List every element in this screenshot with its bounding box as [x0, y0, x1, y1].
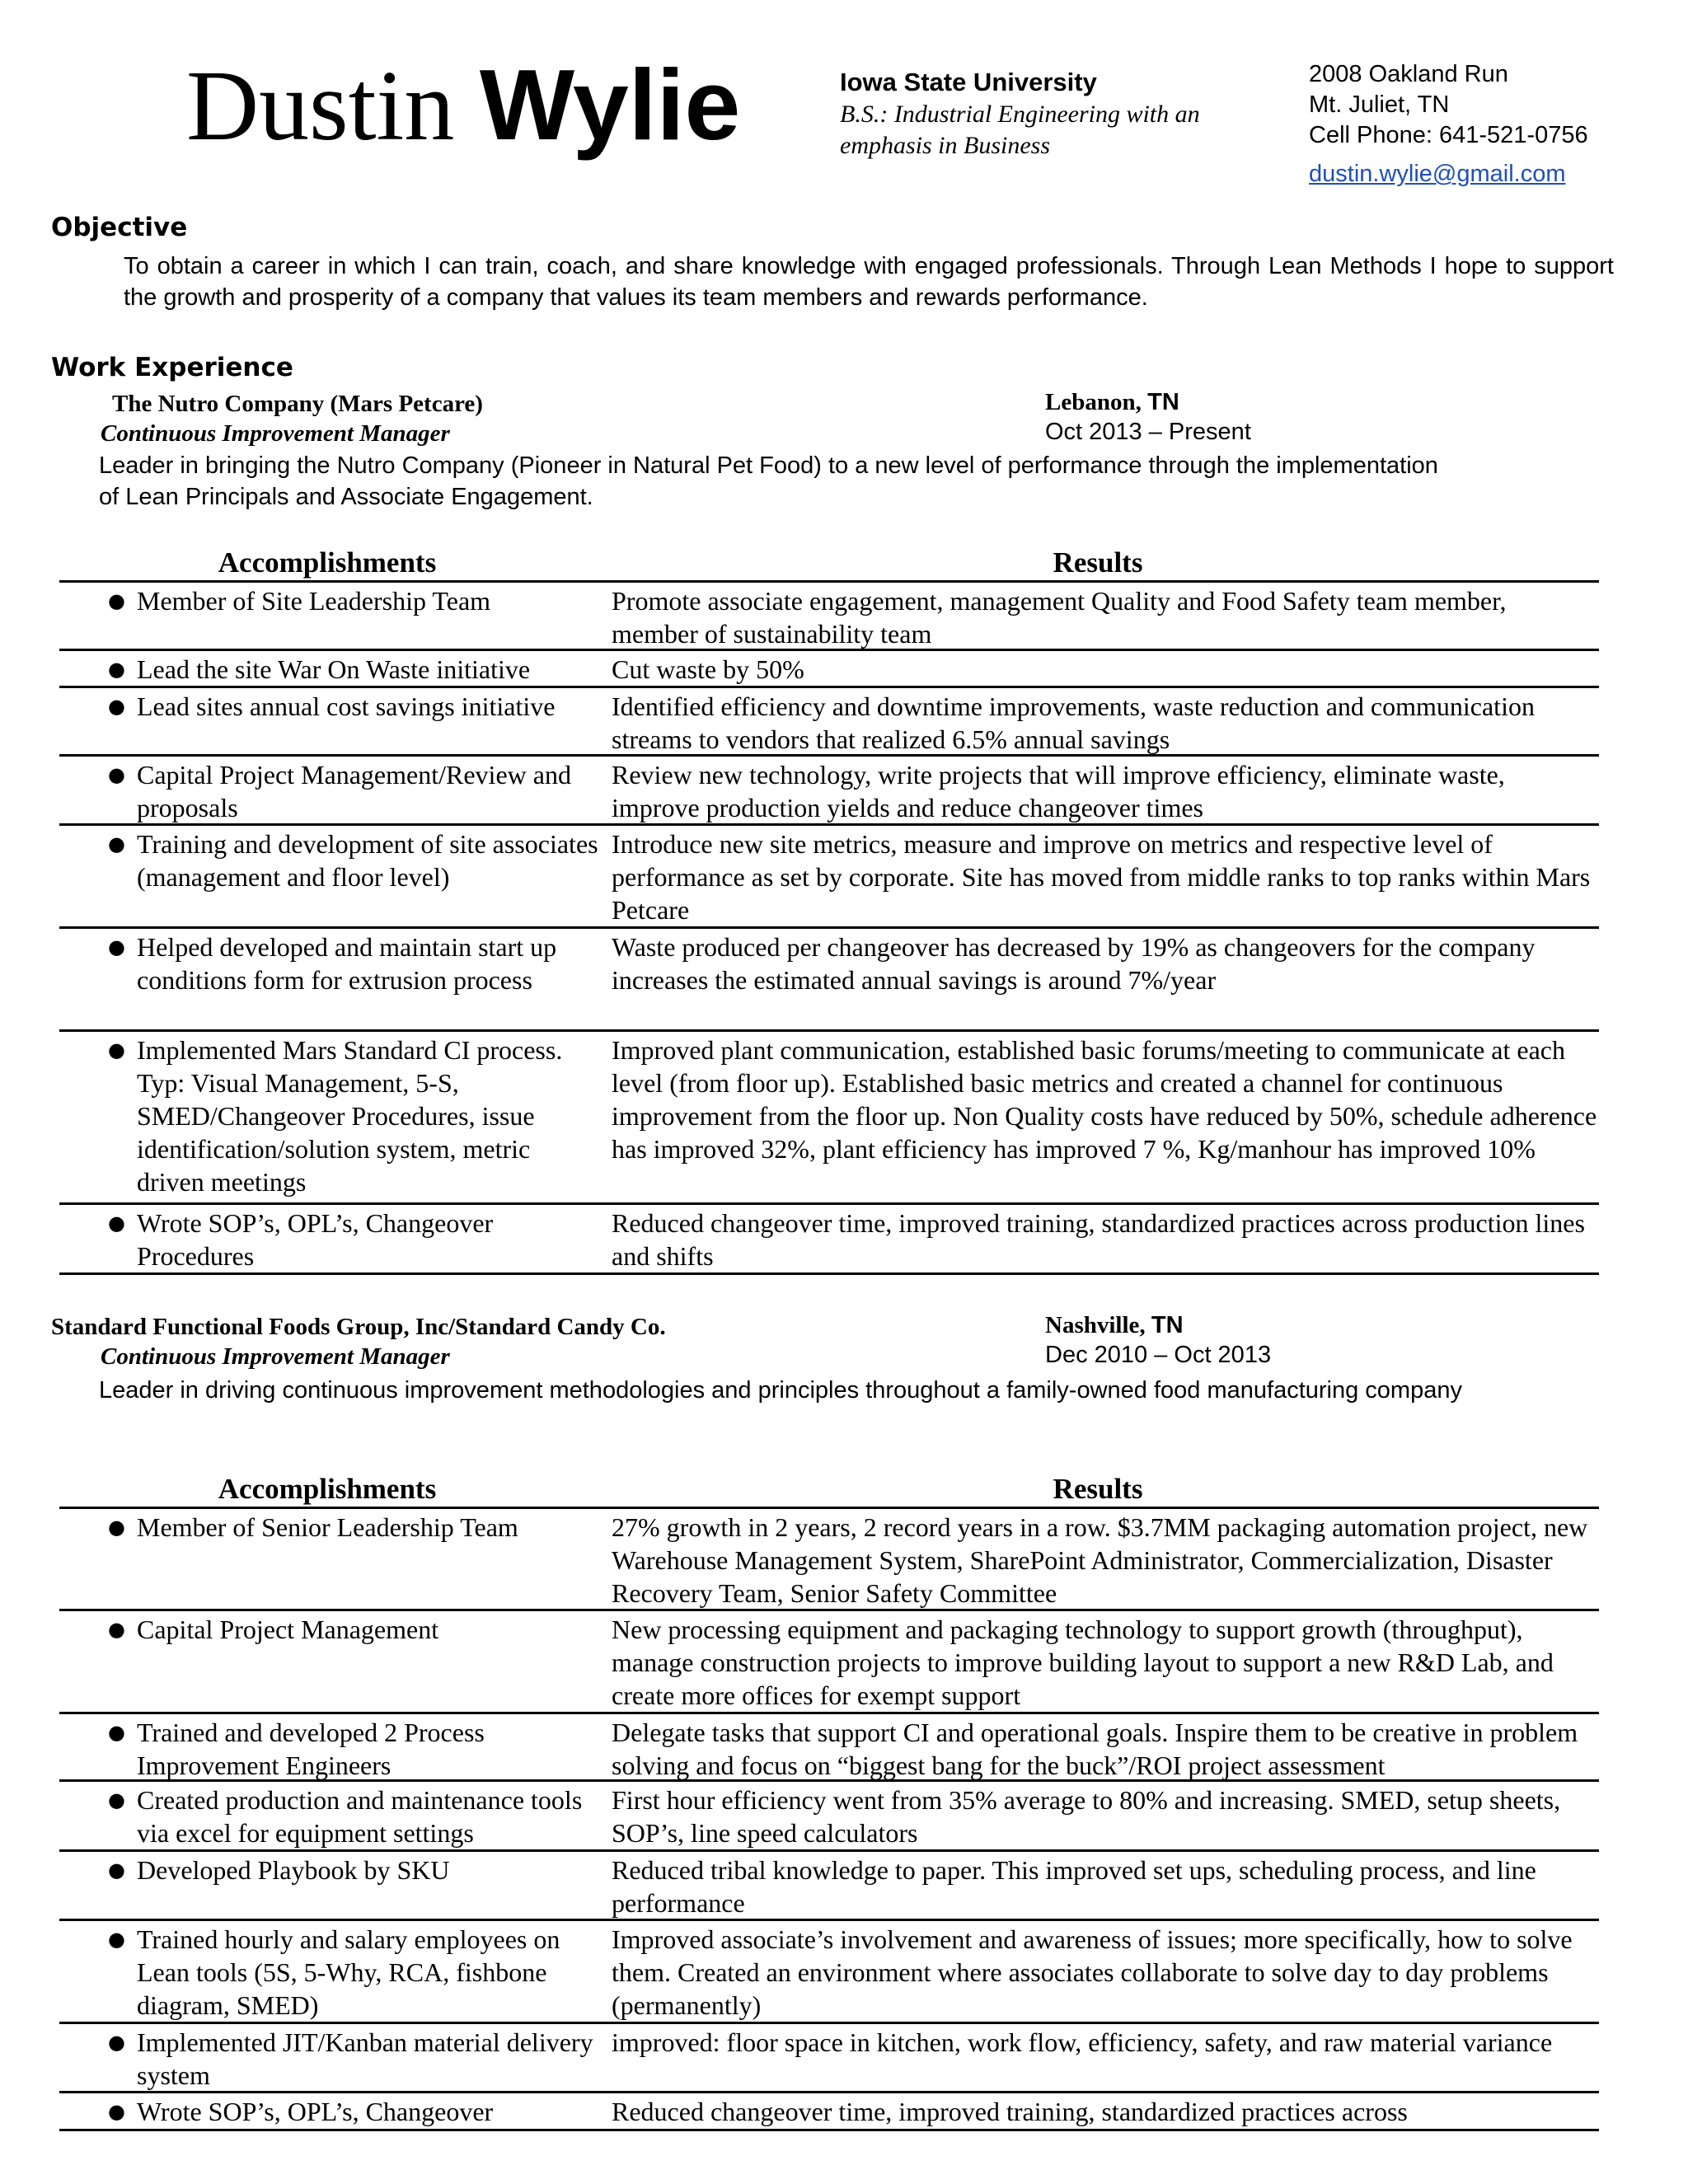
work-experience-heading: Work Experience	[51, 353, 293, 382]
job-1-city: Lebanon,	[1045, 389, 1142, 415]
accomplishment-text: Lead the site War On Waste initiative	[137, 654, 531, 684]
candidate-name	[186, 51, 740, 160]
table-row	[59, 1921, 1599, 2024]
bullet-icon: ●	[108, 1788, 125, 1811]
bullet-icon: ●	[108, 2100, 125, 2123]
table-row	[59, 1852, 1599, 1921]
bullet-icon: ●	[108, 2031, 125, 2054]
objective-heading: Objective	[51, 213, 188, 242]
table-row	[59, 1611, 1599, 1714]
job-1-role: Continuous Improvement Manager	[101, 420, 450, 447]
table-row	[59, 651, 1599, 688]
result-text: Waste produced per changeover has decreased by 19% as changeovers for the company increases the estimated annual savings is around 7%/year	[612, 932, 1536, 995]
result-text: Review new technology, write projects that will improve efficiency, eliminate waste, improve production yields and reduce changeover times	[612, 760, 1505, 823]
accomplishment-text: Lead sites annual cost savings initiative	[137, 691, 556, 721]
accomplishment-text: Wrote SOP’s, OPL’s, Changeover Procedures	[137, 1208, 494, 1271]
job-2-role: Continuous Improvement Manager	[101, 1343, 450, 1370]
bullet-icon: ●	[108, 589, 125, 612]
contact-block	[1309, 59, 1672, 190]
job-1-accomplishments-table	[59, 546, 1599, 1275]
table-row	[59, 2093, 1599, 2131]
job-1-location	[1045, 387, 1179, 417]
accomplishment-text: Capital Project Management/Review and proposals	[137, 760, 571, 823]
accomplishment-text: Developed Playbook by SKU	[137, 1855, 450, 1885]
school-name: Iowa State University	[840, 68, 1097, 96]
result-text: Improved plant communication, established basic forums/meeting to communicate at each level (from floor up). Established basic metrics and created a channel for continuous improvement from the floor up. Non Quality costs have reduced by 50%, schedule adherence has improved 32%, plant efficiency has improved 7 %, Kg/manhour has improved 10%	[612, 1035, 1597, 1164]
result-text: 27% growth in 2 years, 2 record years in a row. $3.7MM packaging automation project, new Warehouse Management System, SharePoint Administrator, Commercialization, Disaster Recovery Team, Senior Safety Committee	[612, 1512, 1588, 1608]
job-2-city: Nashville,	[1045, 1312, 1146, 1338]
bullet-icon: ●	[108, 1516, 125, 1539]
result-text: Reduced tribal knowledge to paper. This improved set ups, scheduling process, and line performance	[612, 1855, 1536, 1918]
bullet-icon: ●	[108, 832, 125, 855]
result-text: Introduce new site metrics, measure and improve on metrics and respective level of performance as set by corporate. Site has moved from middle ranks to top ranks within Mars Petcare	[612, 829, 1591, 925]
accomplishment-text: Capital Project Management	[137, 1615, 439, 1644]
results-column-header: Results	[1053, 546, 1143, 579]
result-text: improved: floor space in kitchen, work flow, efficiency, safety, and raw material variance	[612, 2027, 1553, 2057]
result-text: Reduced changeover time, improved training, standardized practices across	[612, 2097, 1408, 2126]
job-1-state: TN	[1147, 389, 1179, 415]
job-1-dates: Oct 2013 – Present	[1045, 419, 1251, 445]
table-row	[59, 2024, 1599, 2093]
result-text: Promote associate engagement, management Quality and Food Safety team member, member of sustainability team	[612, 586, 1507, 649]
table-row	[59, 1205, 1599, 1275]
job-2-company: Standard Functional Foods Group, Inc/Standard Candy Co.	[51, 1314, 666, 1340]
address-line-2: Mt. Juliet, TN	[1309, 91, 1450, 118]
table-row	[59, 826, 1599, 929]
accomplishment-text: Helped developed and maintain start up conditions form for extrusion process	[137, 932, 557, 995]
table-row	[59, 1714, 1599, 1782]
result-text: Improved associate’s involvement and awareness of issues; more specifically, how to solve them. Created an environment where associates collaborate to solve day to day problems (permanently)	[612, 1924, 1573, 2020]
accomplishments-column-header: Accomplishments	[218, 1473, 437, 1505]
job-2-location	[1045, 1310, 1184, 1340]
objective-text: To obtain a career in which I can train, coach, and share knowledge with engaged professionals. Through Lean Methods I hope to support the growth and prosperity of a company that values its team members and rewards performance.	[124, 253, 1614, 311]
job-2-table-header	[59, 1472, 1599, 1509]
last-name: Wylie	[479, 49, 741, 161]
table-row	[59, 757, 1599, 826]
job-2-dates: Dec 2010 – Oct 2013	[1045, 1342, 1272, 1368]
degree-line-1: B.S.: Industrial Engineering with an	[840, 101, 1200, 128]
table-row	[59, 583, 1599, 651]
accomplishment-text: Member of Senior Leadership Team	[137, 1512, 518, 1542]
accomplishment-text: Wrote SOP’s, OPL’s, Changeover	[137, 2097, 494, 2126]
job-1-summary: Leader in bringing the Nutro Company (Pioneer in Natural Pet Food) to a new level of performance through the implementation of Lean Principals and Associate Engagement.	[99, 452, 1438, 510]
bullet-icon: ●	[108, 935, 125, 958]
bullet-icon: ●	[108, 1618, 125, 1641]
results-column-header: Results	[1053, 1473, 1143, 1505]
table-row	[59, 688, 1599, 757]
accomplishment-text: Implemented JIT/Kanban material delivery system	[137, 2027, 593, 2090]
bullet-icon: ●	[108, 1212, 125, 1235]
bullet-icon: ●	[108, 1038, 125, 1062]
accomplishment-text: Trained and developed 2 Process Improvement Engineers	[137, 1718, 485, 1780]
job-1-table-header	[59, 546, 1599, 583]
job-2-summary: Leader in driving continuous improvement methodologies and principles throughout a family-owned food manufacturing company	[99, 1377, 1462, 1404]
result-text: New processing equipment and packaging technology to support growth (throughput), manage construction projects to improve building layout to support a new R&D Lab, and create more offices for exempt support	[612, 1615, 1554, 1710]
bullet-icon: ●	[108, 1858, 125, 1882]
accomplishment-text: Trained hourly and salary employees on Lean tools (5S, 5-Why, RCA, fishbone diagram, SMED)	[137, 1924, 560, 2020]
result-text: Cut waste by 50%	[612, 654, 804, 684]
accomplishment-text: Member of Site Leadership Team	[137, 586, 491, 616]
accomplishments-column-header: Accomplishments	[218, 546, 437, 579]
bullet-icon: ●	[108, 695, 125, 718]
bullet-icon: ●	[108, 1721, 125, 1744]
bullet-icon: ●	[108, 658, 125, 681]
table-row	[59, 1032, 1599, 1205]
accomplishment-text: Training and development of site associates (management and floor level)	[137, 829, 598, 892]
table-row	[59, 1509, 1599, 1611]
address-line-1: 2008 Oakland Run	[1309, 61, 1508, 87]
table-row	[59, 929, 1599, 1032]
phone-number: Cell Phone: 641-521-0756	[1309, 122, 1588, 148]
bullet-icon: ●	[108, 763, 125, 786]
education-block	[840, 66, 1268, 162]
first-name: Dustin	[186, 50, 455, 162]
result-text: Identified efficiency and downtime improvements, waste reduction and communication streams to vendors that realized 6.5% annual savings	[612, 691, 1535, 754]
accomplishment-text: Created production and maintenance tools via excel for equipment settings	[137, 1785, 583, 1848]
bullet-icon: ●	[108, 1928, 125, 1951]
job-2-state: TN	[1151, 1312, 1184, 1338]
accomplishment-text: Implemented Mars Standard CI process. Typ: Visual Management, 5-S, SMED/Changeover Procedures, issue identification/solution system, metric driven meetings	[137, 1035, 563, 1197]
result-text: Delegate tasks that support CI and operational goals. Inspire them to be creative in problem solving and focus on “biggest bang for the buck”/ROI project assessment	[612, 1718, 1578, 1780]
table-row	[59, 1782, 1599, 1852]
job-2-accomplishments-table	[59, 1472, 1599, 2131]
job-1-company: The Nutro Company (Mars Petcare)	[112, 391, 483, 417]
email-link[interactable]: dustin.wylie@gmail.com	[1309, 161, 1566, 187]
result-text: Reduced changeover time, improved training, standardized practices across production lines and shifts	[612, 1208, 1585, 1271]
degree-line-2: emphasis in Business	[840, 132, 1050, 159]
result-text: First hour efficiency went from 35% average to 80% and increasing. SMED, setup sheets, SOP’s, line speed calculators	[612, 1785, 1561, 1848]
